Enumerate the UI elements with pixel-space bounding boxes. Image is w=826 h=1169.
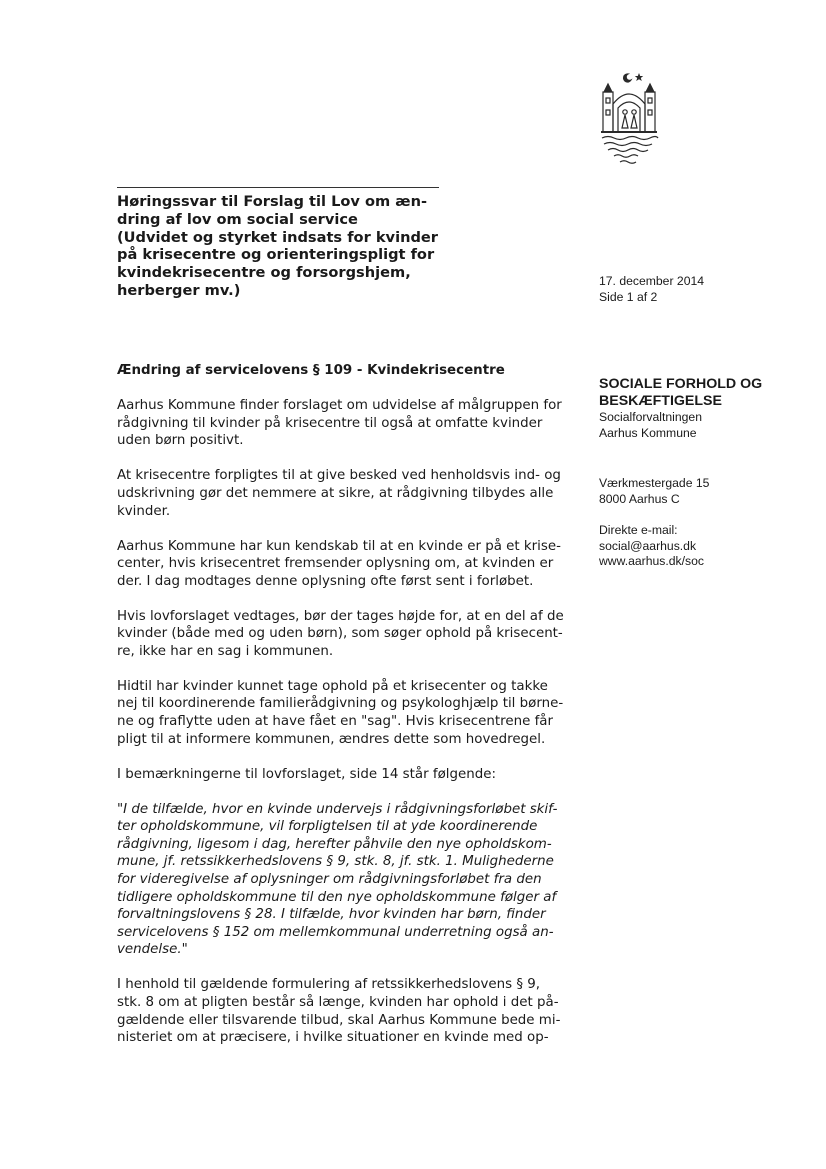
body-paragraph — [117, 766, 587, 784]
text-line: center, hvis krisecentret fremsender oplysning om, at kvinden er — [117, 556, 554, 572]
address-street: Værkmestergade 15 — [599, 476, 710, 490]
quote-line: tidligere opholdskommune til den nye opholdskommune følger af — [117, 889, 557, 905]
title-line: Høringssvar til Forslag til Lov om æn- — [117, 193, 428, 210]
text-line: stk. 8 om at pligten består så længe, kvinden har ophold i det på- — [117, 994, 559, 1010]
text-line: nisteriet om at præcisere, i hvilke situationer en kvinde med op- — [117, 1030, 549, 1046]
text-line: I bemærkningerne til lovforslaget, side 14 står følgende: — [117, 766, 496, 782]
quote-line: servicelovens § 152 om mellemkommunal underretning også an- — [117, 924, 554, 940]
title-line: (Udvidet og styrket indsats for kvinder — [117, 228, 438, 246]
quote-line: mune, jf. retssikkerhedslovens § 9, stk. 8, jf. stk. 1. Mulighederne — [117, 854, 554, 870]
text-line: Hvis lovforslaget vedtages, bør der tages højde for, at en del af de — [117, 608, 564, 624]
text-line: gældende eller tilsvarende tilbud, skal Aarhus Kommune bede mi- — [117, 1012, 561, 1028]
text-line: kvinder (både med og uden børn), som søger ophold på krisecent- — [117, 626, 563, 642]
contact-block — [599, 523, 704, 570]
quote-line: forvaltningslovens § 28. I tilfælde, hvor kvinden har børn, finder — [117, 907, 546, 923]
aarhus-coat-of-arms-logo — [598, 70, 660, 170]
closing-paragraph — [117, 976, 587, 1046]
address-city: 8000 Aarhus C — [599, 491, 680, 506]
department-block — [599, 376, 762, 441]
section-heading: Ændring af servicelovens § 109 - Kvindekrisecentre — [117, 363, 505, 378]
text-line: der. I dag modtages denne oplysning ofte først sent i forløbet. — [117, 573, 534, 589]
organization-name: Aarhus Kommune — [599, 425, 697, 440]
email-link[interactable]: social@aarhus.dk — [599, 538, 697, 553]
body-paragraph — [117, 397, 587, 450]
quote-line: vendelse." — [117, 942, 188, 958]
text-line: kvinder. — [117, 503, 171, 519]
document-date: 17. december 2014 — [599, 274, 705, 288]
text-line: pligt til at informere kommunen, ændres dette som hovedregel. — [117, 731, 546, 747]
body-paragraph — [117, 538, 587, 591]
title-line: kvindekrisecentre og forsorgshjem, — [117, 264, 411, 282]
body-paragraph — [117, 467, 587, 520]
quoted-passage — [117, 801, 587, 959]
text-line: nej til koordinerende familierådgivning og psykologhjælp til børne- — [117, 696, 564, 712]
title-rule — [117, 187, 439, 188]
quote-line: rådgivning, ligesom i dag, herefter påhvile den nye opholdskom- — [117, 836, 552, 852]
text-line: I henhold til gældende formulering af retssikkerhedslovens § 9, — [117, 977, 541, 993]
body-paragraph — [117, 608, 587, 661]
text-line: udskrivning gør det nemmere at sikre, at rådgivning tilbydes alle — [117, 485, 554, 501]
title-line: dring af lov om social service — [117, 210, 358, 228]
text-line: re, ikke har en sag i kommunen. — [117, 643, 334, 659]
department-name-line: SOCIALE FORHOLD OG — [599, 376, 763, 392]
page-number: Side 1 af 2 — [599, 289, 658, 304]
text-line: rådgivning til kvinder på krisecentre til også at omfatte kvinder — [117, 415, 543, 431]
quote-line: "I de tilfælde, hvor en kvinde undervejs i rådgivningsforløbet skif- — [117, 801, 558, 817]
email-label: Direkte e-mail: — [599, 523, 678, 537]
text-line: At krisecentre forpligtes til at give besked ved henholdsvis ind- og — [117, 468, 561, 484]
letter-body — [117, 362, 587, 1064]
body-paragraph — [117, 678, 587, 748]
date-block — [599, 274, 704, 305]
text-line: uden børn positivt. — [117, 433, 244, 449]
quote-line: for videregivelse af oplysninger om rådgivningsforløbet fra den — [117, 872, 542, 887]
text-line: ne og fraflytte uden at have fået en "sag". Hvis krisecentrene får — [117, 714, 553, 730]
text-line: Aarhus Kommune har kun kendskab til at en kvinde er på et krise- — [117, 538, 561, 554]
department-name-line: BESKÆFTIGELSE — [599, 393, 722, 409]
text-line: Aarhus Kommune finder forslaget om udvidelse af målgruppen for — [117, 398, 562, 414]
quote-line: ter opholdskommune, vil forpligtelsen til at yde koordinerende — [117, 819, 538, 835]
title-line: herberger mv.) — [117, 281, 241, 299]
title-line: på krisecentre og orienteringspligt for — [117, 246, 435, 264]
division-name: Socialforvaltningen — [599, 410, 702, 424]
document-title — [117, 193, 457, 300]
website-link[interactable]: www.aarhus.dk/soc — [599, 554, 704, 568]
address-block — [599, 476, 709, 507]
text-line: Hidtil har kvinder kunnet tage ophold på et krisecenter og takke — [117, 678, 548, 694]
